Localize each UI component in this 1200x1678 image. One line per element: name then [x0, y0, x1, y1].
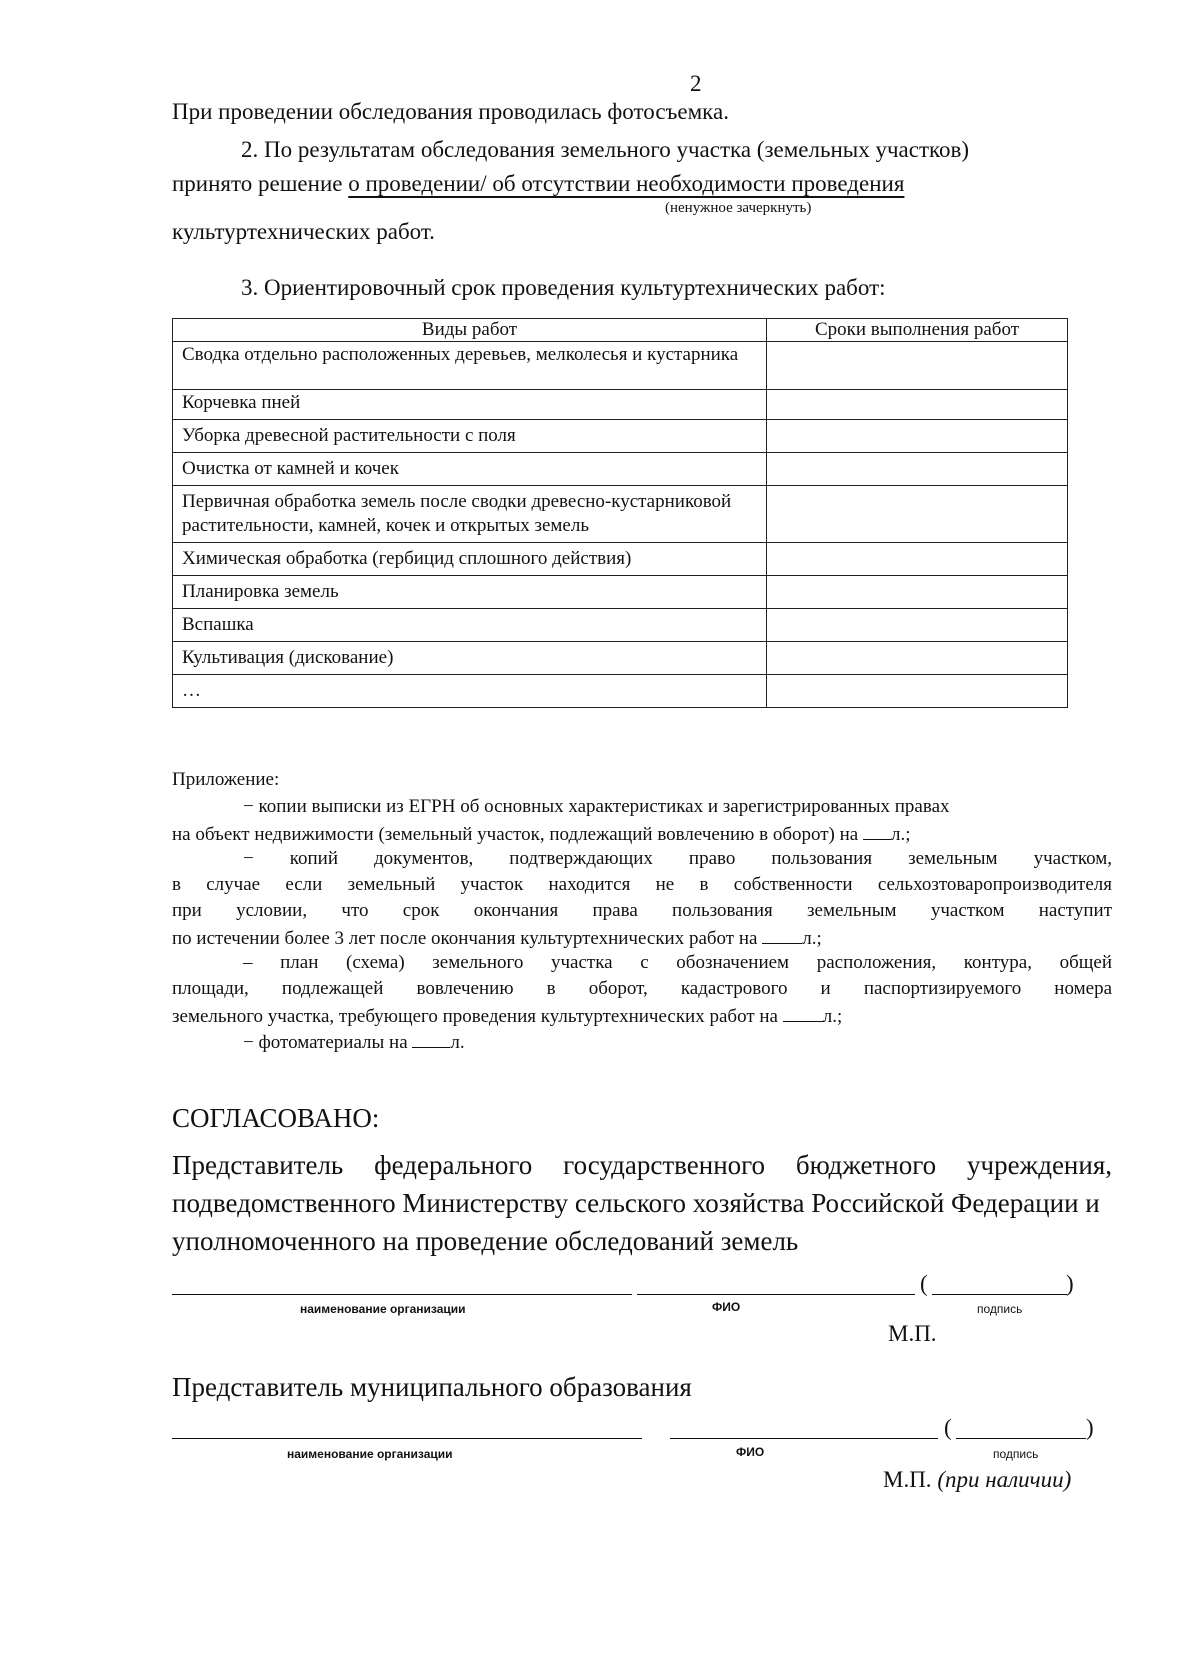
- sheets-suffix: л.;: [891, 824, 911, 845]
- table-row: [173, 642, 1068, 675]
- fed-rep-line3: уполномоченного на проведение обследований земель: [172, 1226, 799, 1256]
- section2-line2: [172, 170, 904, 198]
- org-caption: наименование организации: [287, 1447, 453, 1461]
- fio-line: [637, 1294, 915, 1295]
- work-type-cell: Химическая обработка (гербицид сплошного действия): [173, 543, 767, 576]
- appendix-item2-line1: − копий документов, подтверждающих право пользования земельным участком,: [243, 848, 1112, 869]
- fed-rep-line1: Представитель федерального государственного бюджетного учреждения,: [172, 1150, 1112, 1180]
- appendix-item4-text: − фотоматериалы на: [243, 1032, 408, 1053]
- deadline-cell: [767, 576, 1068, 609]
- table-row: [173, 453, 1068, 486]
- table-row: [173, 576, 1068, 609]
- work-type-cell: Культивация (дискование): [173, 642, 767, 675]
- signature-paren-close: ): [1086, 1415, 1094, 1440]
- fio-line: [670, 1438, 938, 1439]
- strike-hint: (ненужное зачеркнуть): [665, 200, 812, 216]
- appendix-item3-line3: [172, 1003, 842, 1029]
- appendix-item3-line2: площади, подлежащей вовлечению в оборот, кадастрового и паспортизируемого номера: [172, 978, 1112, 999]
- sheet-count-blank: [863, 821, 891, 840]
- section3-heading: 3. Ориентировочный срок проведения культуртехнических работ:: [241, 275, 886, 300]
- decision-options: о проведении/ об отсутствии необходимости проведения: [348, 171, 905, 196]
- signature-line: [932, 1294, 1067, 1295]
- signature-paren-close: ): [1066, 1271, 1074, 1296]
- stamp-label: М.П.: [888, 1321, 937, 1346]
- table-row: [173, 390, 1068, 420]
- appendix-item3-text: земельного участка, требующего проведения культуртехнических работ на: [172, 1006, 778, 1027]
- appendix-item4: [243, 1029, 465, 1055]
- appendix-item2-line2: в случае если земельный участок находится не в собственности сельхозтоваропроизводителя: [172, 874, 1112, 895]
- stamp-label-2: [883, 1466, 1071, 1494]
- deadline-cell: [767, 543, 1068, 576]
- stamp-text: М.П.: [883, 1467, 932, 1492]
- fio-caption: ФИО: [712, 1300, 741, 1314]
- appendix-item2-line3: при условии, что срок окончания права пользования земельным участком наступит: [172, 900, 1112, 921]
- sheets-suffix: л.;: [822, 1006, 843, 1027]
- work-type-cell: Корчевка пней: [173, 390, 767, 420]
- intro-text: При проведении обследования проводилась фотосъемка.: [172, 99, 729, 124]
- appendix-item2-line4: [172, 925, 822, 951]
- deadline-cell: [767, 609, 1068, 642]
- work-type-cell: Планировка земель: [173, 576, 767, 609]
- sign-caption: подпись: [977, 1302, 1023, 1316]
- appendix-item3-line1: – план (схема) земельного участка с обозначением расположения, контура, общей: [243, 952, 1112, 973]
- work-type-cell: Очистка от камней и кочек: [173, 453, 767, 486]
- deadline-cell: [767, 453, 1068, 486]
- sheets-suffix: л.: [450, 1032, 465, 1053]
- deadline-cell: [767, 342, 1068, 390]
- table-row: [173, 420, 1068, 453]
- section2-line1: 2. По результатам обследования земельного участка (земельных участков): [241, 137, 970, 162]
- sheet-count-blank: [783, 1003, 823, 1022]
- work-type-cell: Уборка древесной растительности с поля: [173, 420, 767, 453]
- stamp-note: (при наличии): [937, 1467, 1072, 1492]
- deadline-cell: [767, 675, 1068, 708]
- fio-caption: ФИО: [736, 1445, 765, 1459]
- deadline-cell: [767, 390, 1068, 420]
- section2-line3: культуртехнических работ.: [172, 219, 435, 244]
- page-number: 2: [690, 71, 702, 96]
- approval-title: СОГЛАСОВАНО:: [172, 1103, 380, 1133]
- work-type-cell: Вспашка: [173, 609, 767, 642]
- org-name-line: [172, 1294, 632, 1295]
- table-row: [173, 543, 1068, 576]
- works-table: [172, 318, 1068, 708]
- work-type-cell: Сводка отдельно расположенных деревьев, мелколесья и кустарника: [173, 342, 767, 390]
- signature-line: [956, 1438, 1086, 1439]
- org-name-line: [172, 1438, 642, 1439]
- section2-prefix: принято решение: [172, 171, 349, 196]
- sheet-count-blank: [762, 925, 802, 944]
- header-deadlines: Сроки выполнения работ: [767, 319, 1068, 342]
- signature-paren-open: (: [920, 1271, 928, 1296]
- appendix-title: Приложение:: [172, 769, 280, 790]
- sign-caption: подпись: [993, 1447, 1039, 1461]
- mun-rep-title: Представитель муниципального образования: [172, 1372, 692, 1402]
- sheets-suffix: л.;: [802, 928, 822, 949]
- work-type-cell: Первичная обработка земель после сводки древесно-кустарниковой растительности, камней, кочек и открытых земель: [173, 486, 767, 543]
- table-header-row: [173, 319, 1068, 342]
- sheet-count-blank: [412, 1029, 450, 1048]
- table-row: [173, 486, 1068, 543]
- appendix-item1-line2: [172, 821, 911, 847]
- header-work-types: Виды работ: [173, 319, 767, 342]
- fed-rep-line2: подведомственного Министерству сельского хозяйства Российской Федерации и: [172, 1188, 1100, 1218]
- org-caption: наименование организации: [300, 1302, 466, 1316]
- deadline-cell: [767, 420, 1068, 453]
- table-row: [173, 675, 1068, 708]
- appendix-item1-line1: − копии выписки из ЕГРН об основных характеристиках и зарегистрированных правах: [243, 796, 950, 817]
- appendix-item2-text: по истечении более 3 лет после окончания культуртехнических работ на: [172, 928, 758, 949]
- table-row: [173, 609, 1068, 642]
- work-type-cell: …: [173, 675, 767, 708]
- appendix-item1-text: на объект недвижимости (земельный участок, подлежащий вовлечению в оборот) на: [172, 824, 859, 845]
- table-row: [173, 342, 1068, 390]
- signature-paren-open: (: [944, 1415, 952, 1440]
- deadline-cell: [767, 642, 1068, 675]
- deadline-cell: [767, 486, 1068, 543]
